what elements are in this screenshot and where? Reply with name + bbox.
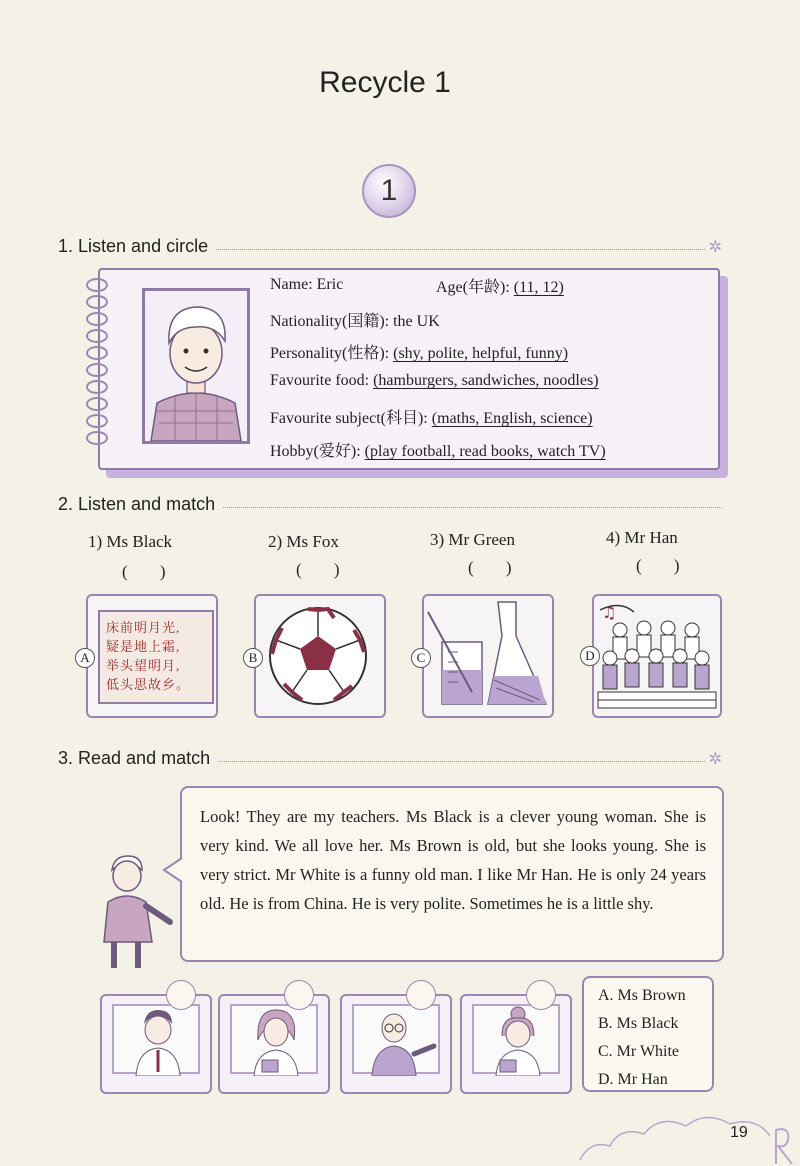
section3-heading-text: 3. Read and match <box>58 748 211 768</box>
poem-line: 低头思故乡。 <box>106 677 191 692</box>
letter-d: D <box>580 646 600 666</box>
dotted-divider <box>218 761 704 762</box>
food-line <box>270 372 599 390</box>
answer-circle-4[interactable] <box>526 980 556 1010</box>
answer-blank-3[interactable]: ( ) <box>468 558 526 577</box>
picture-d <box>592 594 722 718</box>
option-b: B. Ms Black <box>598 1015 679 1032</box>
passage-bubble <box>180 786 724 962</box>
subject-line <box>270 405 593 428</box>
person-mr-han: 4) Mr Han <box>606 528 678 547</box>
poem-scroll-icon <box>98 610 214 704</box>
age-line <box>436 274 564 297</box>
subject-options[interactable]: (maths, English, science) <box>431 410 593 427</box>
section2-heading-text: 2. Listen and match <box>58 494 216 514</box>
teacher-frame-1 <box>100 994 212 1094</box>
option-c: C. Mr White <box>598 1043 680 1060</box>
section2-heading <box>58 494 722 515</box>
cloud-decoration-icon <box>560 1100 800 1166</box>
boy-portrait-icon <box>145 291 247 441</box>
letter-a: A <box>75 648 95 668</box>
subject-label: Favourite subject(科目): <box>270 410 428 427</box>
option-a: A. Ms Brown <box>598 987 686 1004</box>
food-label: Favourite food: <box>270 372 370 389</box>
nationality-line: Nationality(国籍): the UK <box>270 313 440 330</box>
teacher-frame-4 <box>460 994 572 1094</box>
passage-text: Look! They are my teachers. Ms Black is a clever young woman. She is very kind. We all love her. Ms Brown is old, but she looks young. She is very strict. Mr White is a funny old man. I like Mr Han. He is only 24 years old. He is from China. He is very polite. Sometimes he is a little shy. <box>200 807 706 913</box>
page-title: Recycle 1 <box>319 66 451 99</box>
food-options[interactable]: (hamburgers, sandwiches, noodles) <box>373 372 599 389</box>
age-label: Age(年龄): <box>436 279 510 296</box>
lab-beakers-icon <box>424 596 552 716</box>
eric-portrait <box>142 288 250 444</box>
name-line: Name: Eric <box>270 276 344 293</box>
teacher-frame-2 <box>218 994 330 1094</box>
poem-line: 床前明月光, <box>106 620 181 635</box>
dotted-divider <box>223 507 722 508</box>
unit-badge: 1 <box>362 164 416 218</box>
dotted-divider <box>216 249 705 250</box>
answer-blank-2[interactable]: ( ) <box>296 560 354 579</box>
star-icon: ✲ <box>708 750 722 768</box>
option-d: D. Mr Han <box>598 1071 668 1088</box>
age-options[interactable]: (11, 12) <box>513 279 564 296</box>
answer-blank-1[interactable]: ( ) <box>122 562 180 581</box>
hobby-line <box>270 438 606 461</box>
options-box <box>582 976 714 1092</box>
teacher-old-man-icon <box>354 1006 442 1076</box>
person-mr-green: 3) Mr Green <box>430 530 515 549</box>
picture-b <box>254 594 386 718</box>
person-ms-black: 1) Ms Black <box>88 532 173 551</box>
section3-heading <box>58 748 722 769</box>
choir-icon <box>594 596 720 716</box>
answer-circle-1[interactable] <box>166 980 196 1010</box>
speech-tail-icon <box>162 856 184 886</box>
hobby-options[interactable]: (play football, read books, watch TV) <box>364 443 606 460</box>
answer-circle-3[interactable] <box>406 980 436 1010</box>
teacher-young-man-icon <box>114 1006 202 1076</box>
answer-circle-2[interactable] <box>284 980 314 1010</box>
teacher-old-woman-icon <box>474 1006 562 1076</box>
teacher-frame-3 <box>340 994 452 1094</box>
football-icon <box>256 596 384 716</box>
letter-c: C <box>411 648 431 668</box>
answer-blank-4[interactable]: ( ) <box>636 556 694 575</box>
personality-label: Personality(性格): <box>270 345 390 362</box>
person-ms-fox: 2) Ms Fox <box>268 532 339 551</box>
hobby-label: Hobby(爱好): <box>270 443 361 460</box>
spiral-binding-icon <box>86 278 116 458</box>
personality-options[interactable]: (shy, polite, helpful, funny) <box>393 345 569 362</box>
svg-text:♫: ♫ <box>602 603 617 622</box>
page-number: 19 <box>730 1124 748 1141</box>
star-icon: ✲ <box>708 238 722 256</box>
poem-line: 疑是地上霜, <box>106 639 181 654</box>
letter-b: B <box>243 648 263 668</box>
section1-heading-text: 1. Listen and circle <box>58 236 209 256</box>
poem-line: 举头望明月, <box>106 658 181 673</box>
teacher-young-woman-icon <box>232 1006 320 1076</box>
personality-line <box>270 340 568 363</box>
picture-c <box>422 594 554 718</box>
section1-heading <box>58 236 722 257</box>
